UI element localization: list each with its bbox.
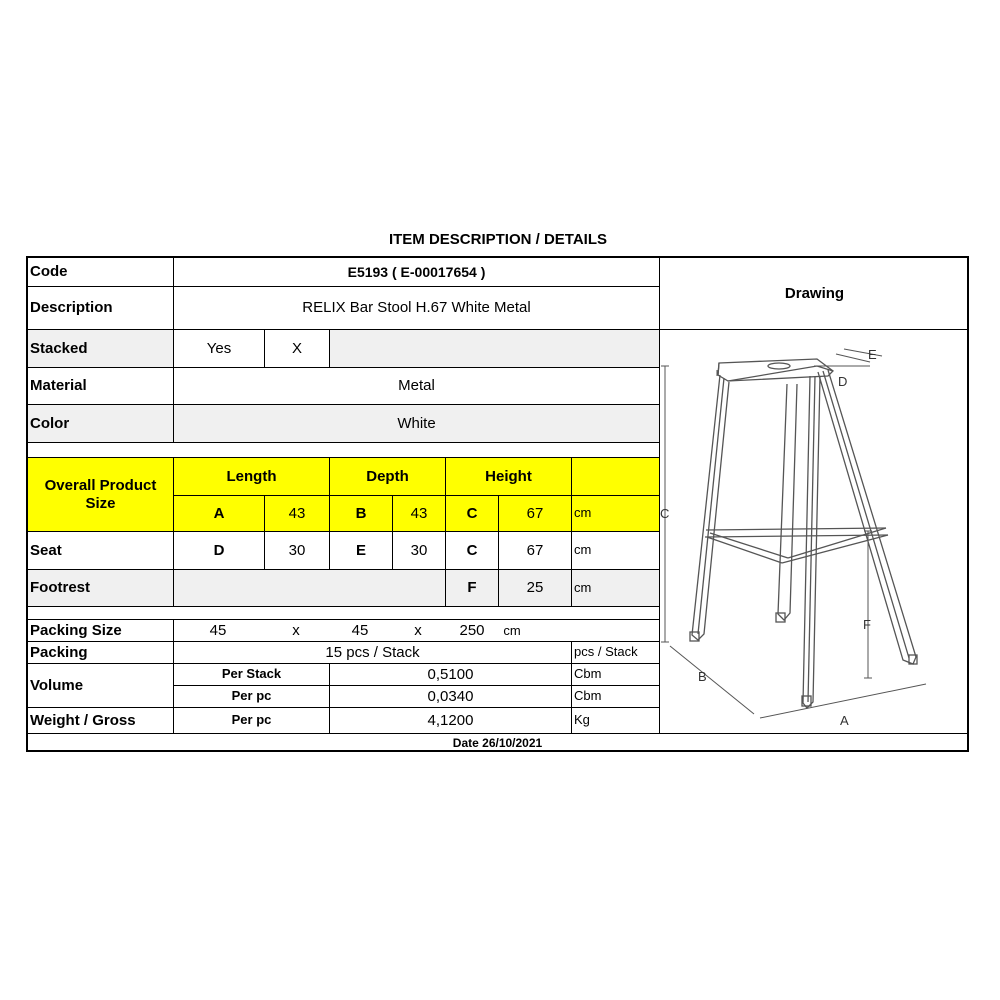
- packing-size-unit: cm: [503, 622, 521, 638]
- weight-unit: Kg: [571, 708, 659, 733]
- dimension-d-label: D: [838, 374, 848, 389]
- seat-c-letter: C: [445, 532, 498, 570]
- weight-value: 4,1200: [329, 708, 571, 733]
- document-date: Date 26/10/2021: [28, 733, 967, 752]
- overall-b-value: 43: [392, 496, 445, 532]
- packing-size-x1: x: [292, 622, 300, 640]
- unit-header-empty: [571, 458, 659, 496]
- packing-label: Packing: [28, 642, 173, 664]
- volume-per-pc-label: Per pc: [173, 686, 329, 708]
- dimension-f-label: F: [863, 617, 871, 632]
- table-spacer-2: [28, 607, 659, 620]
- weight-label: Weight / Gross: [30, 711, 136, 729]
- overall-c-letter: C: [445, 496, 498, 532]
- seat-label: Seat: [28, 532, 173, 570]
- volume-label: Volume: [28, 664, 173, 708]
- volume-per-stack-label: Per Stack: [173, 664, 329, 686]
- code-label: Code: [28, 258, 173, 287]
- stool-drawing: [659, 330, 969, 733]
- description-value: RELIX Bar Stool H.67 White Metal: [173, 287, 659, 330]
- volume-per-stack-value: 0,5100: [329, 664, 571, 686]
- stacked-empty-cell: [329, 330, 659, 368]
- footrest-f-letter: F: [445, 570, 498, 607]
- stacked-mark: X: [264, 330, 329, 368]
- document-title: ITEM DESCRIPTION / DETAILS: [388, 231, 608, 248]
- volume-per-stack-unit: Cbm: [571, 664, 659, 686]
- overall-b-letter: B: [329, 496, 392, 532]
- seat-c-value: 67: [498, 532, 571, 570]
- color-value: White: [173, 405, 659, 443]
- material-label: Material: [28, 368, 173, 405]
- dimension-b-label: B: [698, 669, 707, 684]
- seat-unit: cm: [571, 532, 659, 570]
- drawing-label: Drawing: [659, 258, 969, 330]
- footrest-label: Footrest: [28, 570, 173, 607]
- packing-size-height: 250: [459, 622, 485, 640]
- packing-unit: pcs / Stack: [571, 642, 659, 664]
- footrest-empty-cell: [173, 570, 445, 607]
- description-label: Description: [28, 287, 173, 330]
- seat-e-value: 30: [392, 532, 445, 570]
- overall-c-value: 67: [498, 496, 571, 532]
- overall-size-label: Overall Product Size: [28, 458, 173, 532]
- footrest-f-value: 25: [498, 570, 571, 607]
- weight-per-pc-label: Per pc: [173, 708, 329, 733]
- height-header: Height: [445, 458, 571, 496]
- material-value: Metal: [173, 368, 659, 405]
- length-header: Length: [173, 458, 329, 496]
- bar-stool-diagram: [660, 330, 968, 733]
- overall-a-value: 43: [264, 496, 329, 532]
- packing-size-label: Packing Size: [28, 620, 173, 642]
- packing-size-depth: 45: [351, 622, 369, 640]
- volume-per-pc-unit: Cbm: [571, 686, 659, 708]
- code-value: E5193 ( E-00017654 ): [173, 258, 659, 287]
- seat-e-letter: E: [329, 532, 392, 570]
- color-label: Color: [28, 405, 173, 443]
- dimension-e-label: E: [868, 347, 877, 362]
- packing-value: 15 pcs / Stack: [173, 642, 571, 664]
- packing-size-x2: x: [414, 622, 422, 640]
- overall-a-letter: A: [173, 496, 264, 532]
- stacked-label: Stacked: [28, 330, 173, 368]
- item-details-table: [26, 256, 969, 752]
- volume-per-pc-value: 0,0340: [329, 686, 571, 708]
- packing-size-width: 45: [209, 622, 227, 640]
- dimension-a-label: A: [840, 713, 849, 728]
- footrest-unit: cm: [571, 570, 659, 607]
- overall-unit: cm: [571, 496, 659, 532]
- depth-header: Depth: [329, 458, 445, 496]
- stacked-yes: Yes: [173, 330, 264, 368]
- seat-d-value: 30: [264, 532, 329, 570]
- dimension-c-label: C: [660, 506, 670, 521]
- table-spacer: [28, 443, 659, 458]
- seat-d-letter: D: [173, 532, 264, 570]
